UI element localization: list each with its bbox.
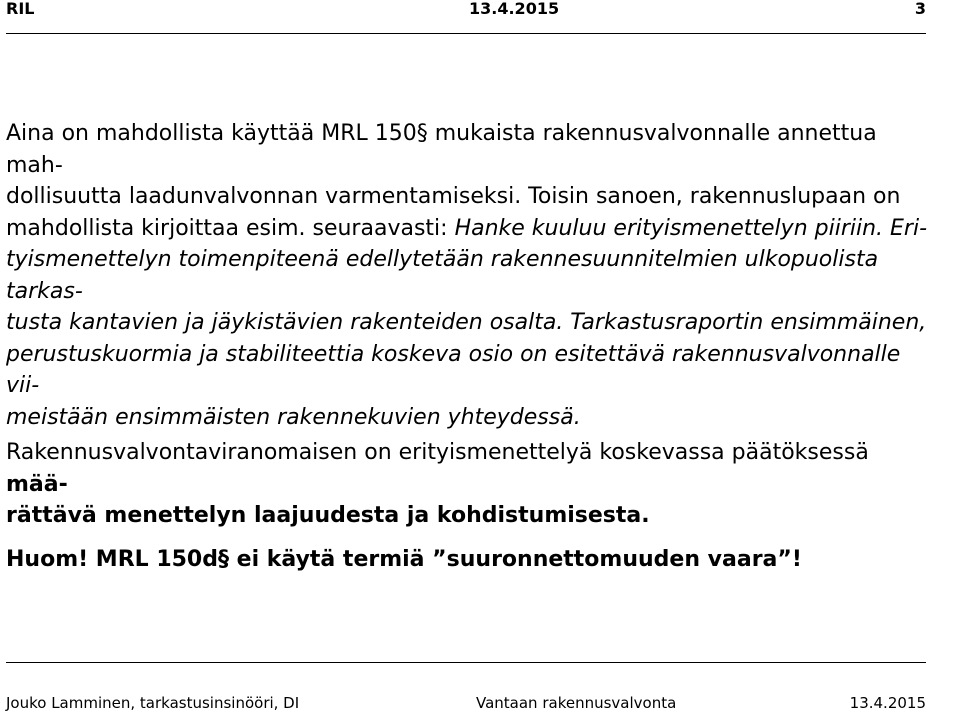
header-date: 13.4.2015 <box>469 0 560 18</box>
italic-line: perustuskuormia ja stabiliteettia koskeva osio on esitettävä rakennusvalvonnalle vii- <box>6 341 901 398</box>
footer-date: 13.4.2015 <box>849 694 926 712</box>
document-body <box>6 118 930 575</box>
italic-text: Hanke kuuluu erityismenettelyn piiriin. Eri- <box>454 215 928 241</box>
italic-line: tyismenettelyn toimenpiteenä edellytetään rakennesuunnitelmien ulkopuolista tarkas- <box>6 247 879 304</box>
bold-text: mää- <box>6 471 68 497</box>
italic-line: tusta kantavien ja jäykistävien rakenteiden osalta. Tarkastusraportin ensimmäinen, <box>6 310 927 335</box>
paragraph-text: mahdollista kirjoittaa esim. seuraavasti: <box>6 215 455 241</box>
footer-divider <box>6 662 926 663</box>
footer-organization: Vantaan rakennusvalvonta <box>476 694 677 712</box>
italic-line: meistään ensimmäisten rakennekuvien yhteydessä. <box>6 404 581 430</box>
page-header <box>6 0 926 22</box>
header-divider <box>6 33 926 34</box>
page-number: 3 <box>914 0 926 18</box>
paragraph-line: dollisuutta laadunvalvonnan varmentamiseksi. Toisin sanoen, rakennuslupaan on <box>6 184 901 209</box>
paragraph-line <box>6 213 930 245</box>
paragraph-line <box>6 437 930 500</box>
header-title: RIL <box>6 0 35 18</box>
paragraph-line: Aina on mahdollista käyttää MRL 150§ mukaista rakennusvalvonnalle annettua mah- <box>6 121 877 178</box>
footer-author: Jouko Lamminen, tarkastusinsinööri, DI <box>6 694 300 712</box>
paragraph-text: Rakennusvalvontaviranomaisen on erityismenettelyä koskevassa päätöksessä <box>6 440 869 465</box>
note-line: Huom! MRL 150d§ ei käytä termiä ”suuronnettomuuden vaara”! <box>6 546 802 572</box>
bold-line: rättävä menettelyn laajuudesta ja kohdistumisesta. <box>6 503 650 528</box>
